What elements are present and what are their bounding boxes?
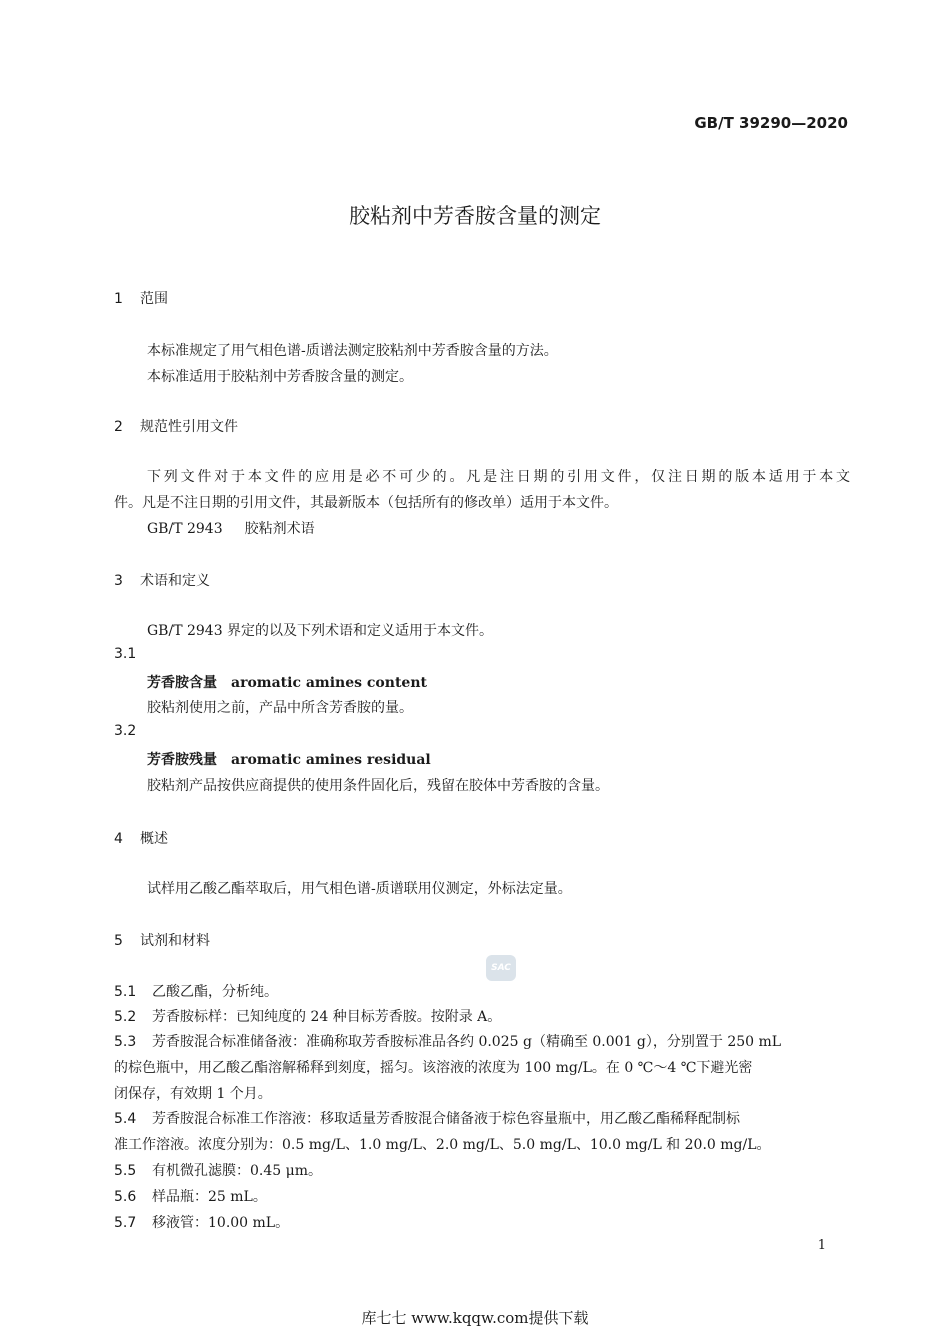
item-text-continued: 闭保存，有效期 1 个月。: [114, 1086, 272, 1102]
term-number: 3.2: [114, 723, 137, 739]
term-chinese: 芳香胺含量: [147, 675, 217, 691]
item-text: 芳香胺混合标准储备液：准确称取芳香胺标准品各约 0.025 g（精确至 0.001 g），分别置于 250 mL: [152, 1034, 782, 1050]
term-number: 3.1: [114, 646, 137, 662]
section-2-heading: [114, 416, 238, 436]
item-text: 有机微孔滤膜：0.45 μm。: [152, 1163, 322, 1179]
normative-reference: [147, 518, 315, 538]
section-title: 范围: [140, 291, 168, 307]
term-definition: 胶粘剂产品按供应商提供的使用条件固化后，残留在胶体中芳香胺的含量。: [147, 778, 609, 794]
section-title: 规范性引用文件: [140, 419, 238, 435]
paragraph: 下列文件对于本文件的应用是必不可少的。凡是注日期的引用文件，仅注日期的版本适用于本文: [147, 469, 850, 485]
list-item: [114, 1186, 267, 1206]
paragraph: 试样用乙酸乙酯萃取后，用气相色谱-质谱联用仪测定，外标法定量。: [147, 881, 572, 897]
section-number: 5: [114, 933, 123, 949]
item-number: 5.1: [114, 984, 137, 1000]
section-number: 4: [114, 831, 123, 847]
paragraph: 本标准适用于胶粘剂中芳香胺含量的测定。: [147, 369, 413, 385]
page-number: 1: [817, 1238, 826, 1253]
term-definition: 胶粘剂使用之前，产品中所含芳香胺的量。: [147, 700, 413, 716]
item-text: 乙酸乙酯，分析纯。: [152, 984, 278, 1000]
section-number: 1: [114, 291, 123, 307]
section-5-heading: [114, 930, 210, 950]
item-text: 芳香胺标样：已知纯度的 24 种目标芳香胺。按附录 A。: [152, 1009, 502, 1025]
list-item: [114, 981, 278, 1001]
item-number: 5.5: [114, 1163, 137, 1179]
document-title: 胶粘剂中芳香胺含量的测定: [349, 204, 601, 228]
item-text: 芳香胺混合标准工作溶液：移取适量芳香胺混合储备液于棕色容量瓶中，用乙酸乙酯稀释配制标: [152, 1111, 740, 1127]
item-number: 5.6: [114, 1189, 137, 1205]
reference-title: 胶粘剂术语: [244, 521, 315, 537]
term-entry: [147, 749, 431, 769]
item-number: 5.4: [114, 1111, 137, 1127]
section-1-heading: [114, 288, 168, 308]
standard-number: GB/T 39290—2020: [694, 114, 848, 132]
paragraph: 件。凡是不注日期的引用文件，其最新版本（包括所有的修改单）适用于本文件。: [114, 495, 618, 511]
paragraph: GB/T 2943 界定的以及下列术语和定义适用于本文件。: [147, 623, 494, 639]
term-entry: [147, 672, 427, 692]
section-title: 术语和定义: [140, 573, 210, 589]
download-footer: 库七七 www.kqqw.com提供下载: [361, 1309, 589, 1327]
list-item: [114, 1108, 740, 1128]
list-item: [114, 1031, 781, 1051]
section-number: 2: [114, 419, 123, 435]
section-4-heading: [114, 828, 168, 848]
list-item: [114, 1160, 322, 1180]
item-text-continued: 的棕色瓶中，用乙酸乙酯溶解稀释到刻度，摇匀。该溶液的浓度为 100 mg/L。在 0 ℃～4 ℃下避光密: [114, 1060, 753, 1076]
section-title: 概述: [140, 831, 168, 847]
item-number: 5.2: [114, 1009, 137, 1025]
item-text: 样品瓶：25 mL。: [152, 1189, 267, 1205]
section-title: 试剂和材料: [140, 933, 210, 949]
section-number: 3: [114, 573, 123, 589]
reference-code: GB/T 2943: [147, 521, 223, 537]
item-text: 移液管：10.00 mL。: [152, 1215, 290, 1231]
term-chinese: 芳香胺残量: [147, 752, 217, 768]
sac-watermark-logo: SAC: [486, 955, 516, 981]
section-3-heading: [114, 570, 210, 590]
paragraph: 本标准规定了用气相色谱-质谱法测定胶粘剂中芳香胺含量的方法。: [147, 343, 558, 359]
item-text-continued: 准工作溶液。浓度分别为：0.5 mg/L、1.0 mg/L、2.0 mg/L、5.0 mg/L、10.0 mg/L 和 20.0 mg/L。: [114, 1137, 771, 1153]
item-number: 5.7: [114, 1215, 137, 1231]
term-english: aromatic amines residual: [231, 752, 431, 768]
list-item: [114, 1212, 289, 1232]
term-english: aromatic amines content: [231, 675, 427, 691]
list-item: [114, 1006, 501, 1026]
item-number: 5.3: [114, 1034, 137, 1050]
